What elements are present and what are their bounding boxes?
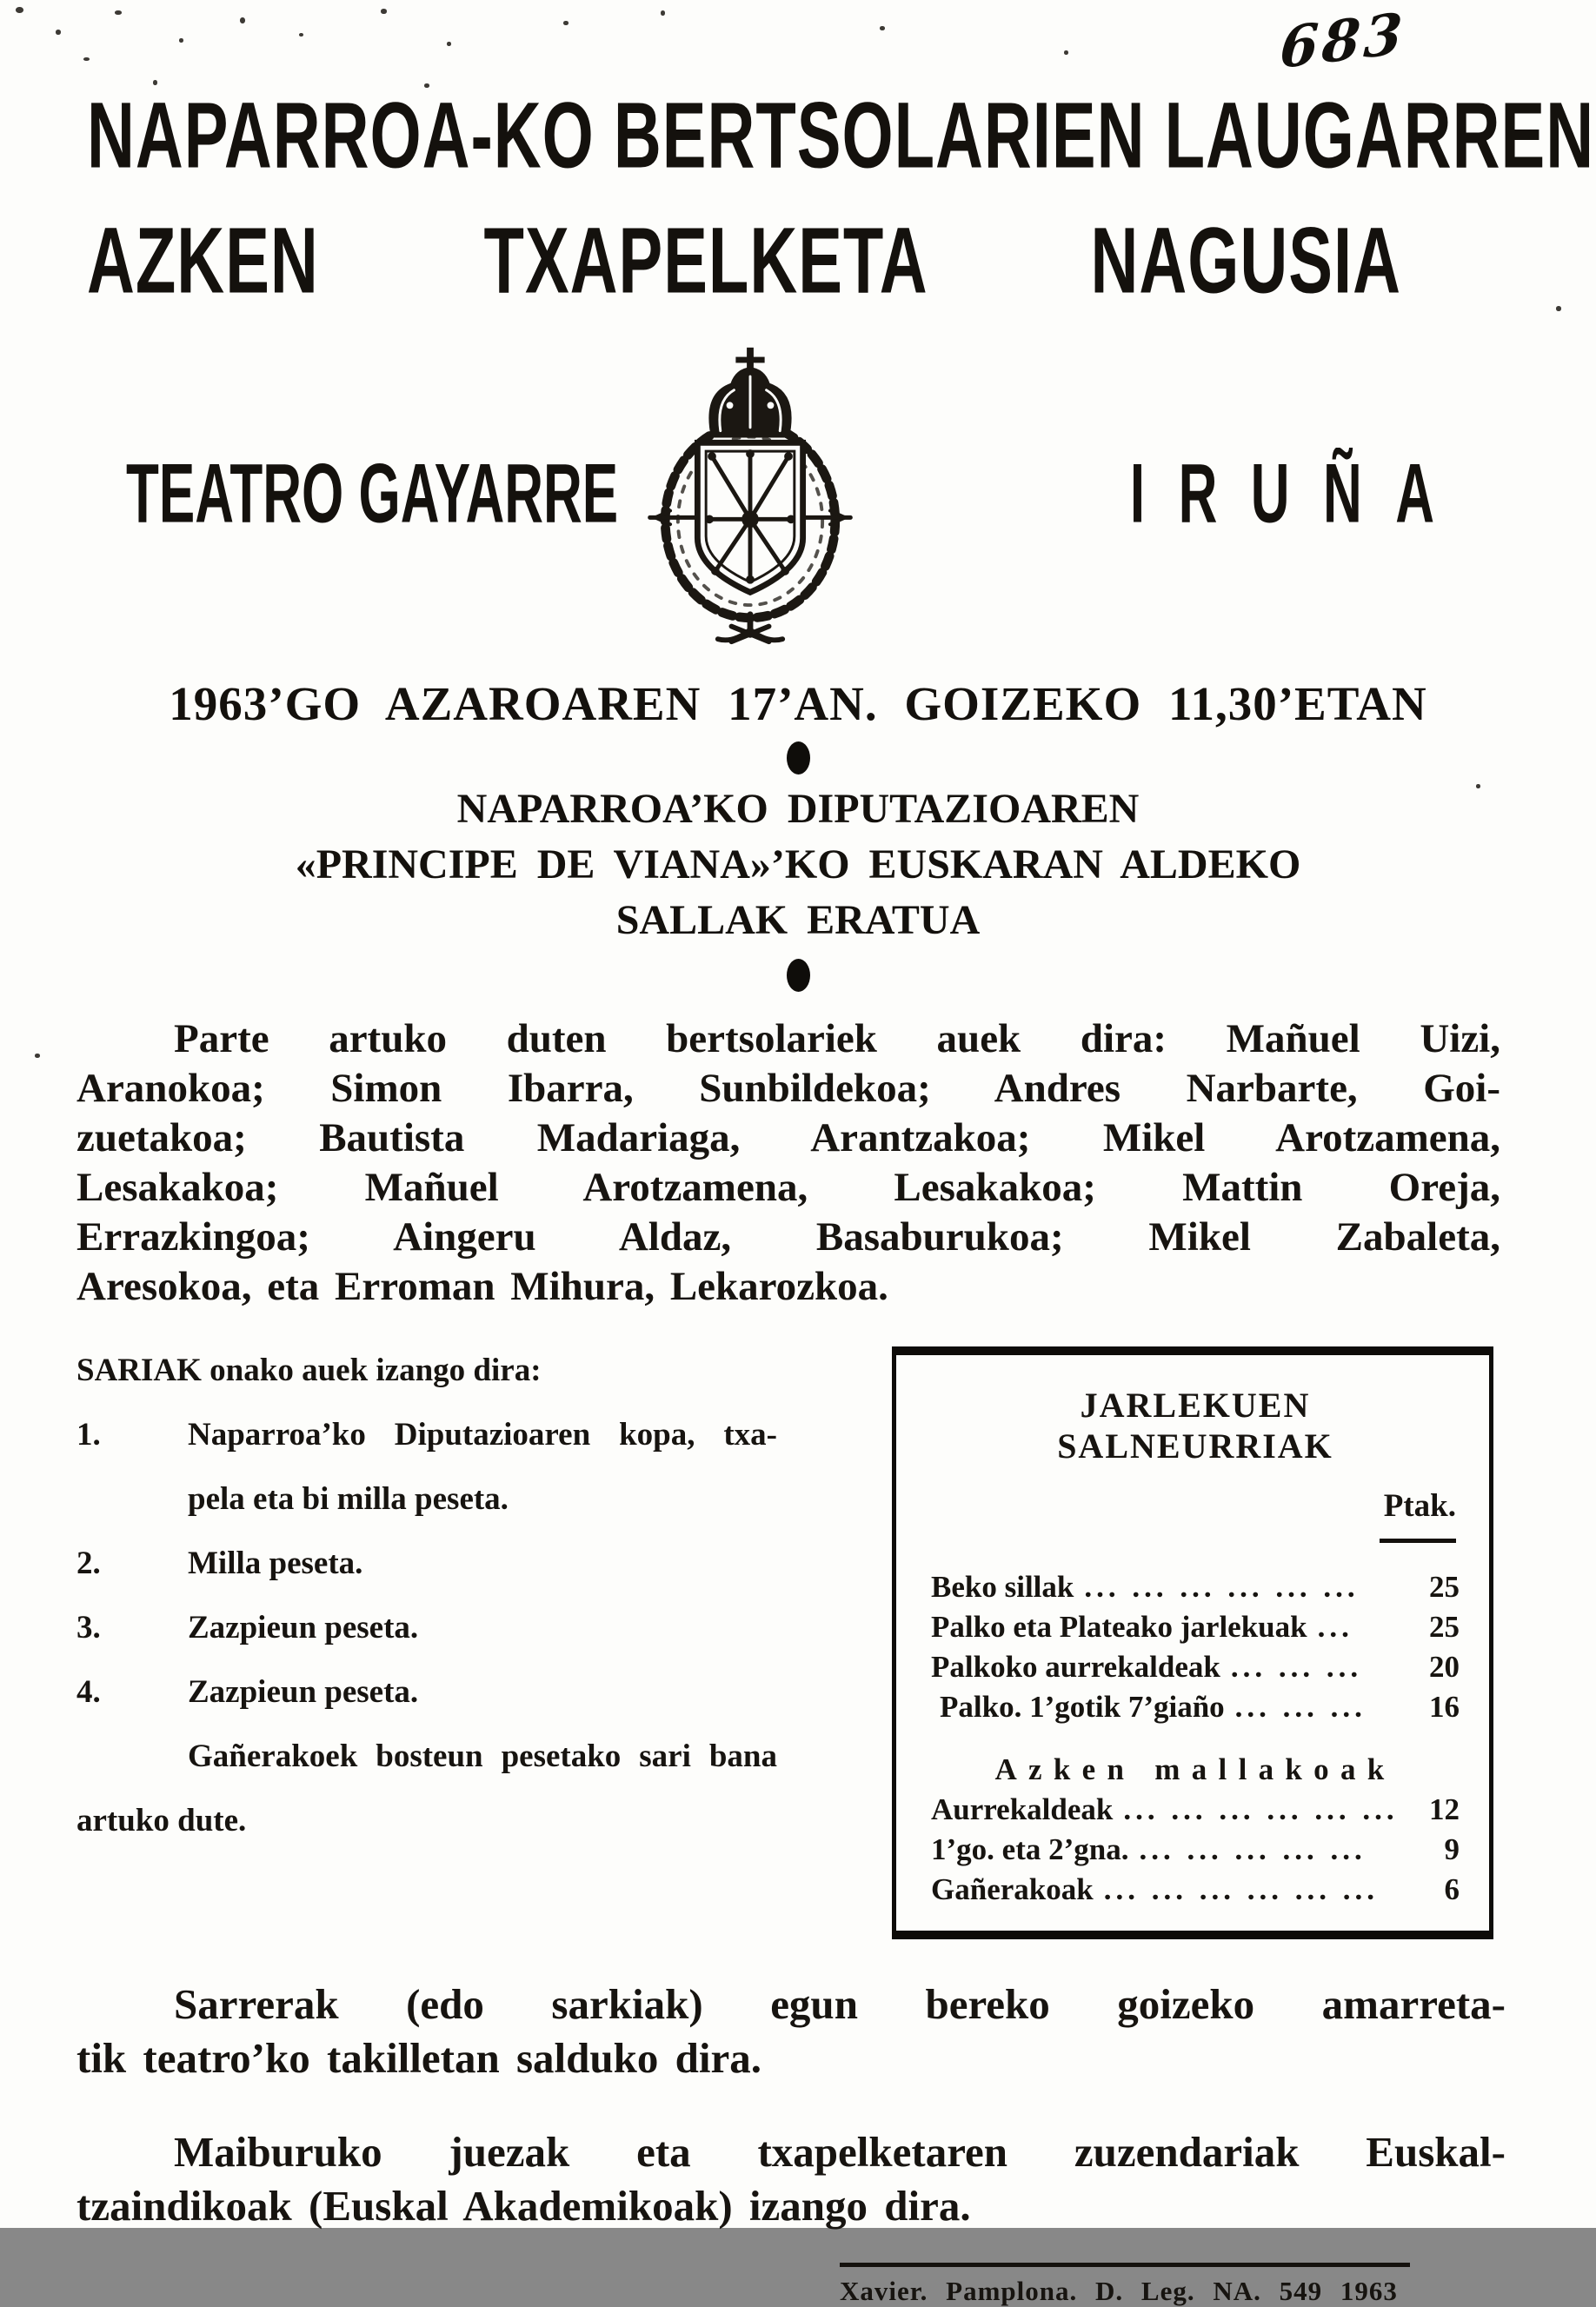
price-row [931, 1647, 1460, 1687]
organizer-line: NAPARROA’KO DIPUTAZIOAREN [456, 786, 1140, 832]
participants-line: Parte artuko duten bertsolariek auek dira: Mañuel Uizi, [174, 1016, 1500, 1061]
price-row-label: Palko eta Plateako jarlekuak [931, 1610, 1307, 1644]
price-row [931, 1790, 1460, 1830]
ink-speck [56, 30, 61, 35]
currency-header-rule [1380, 1539, 1456, 1543]
price-row [931, 1567, 1460, 1607]
ink-speck [447, 42, 451, 46]
price-row-dots: ... ... ... [1234, 1690, 1367, 1724]
price-row-dots: ... ... ... [1230, 1650, 1363, 1684]
participants-line: zuetakoa; Bautista Madariaga, Arantzakoa; Mikel Arotzamena, [76, 1115, 1500, 1160]
handwritten-page-number: 683 [1278, 0, 1408, 83]
imprint-footer [840, 2263, 1410, 2307]
prize-text-line: Milla peseta. [188, 1546, 363, 1581]
ink-speck [299, 33, 303, 37]
participants-line: Errazkingoa; Aingeru Aldaz, Basaburukoa; Mikel Zabaleta, [76, 1214, 1500, 1260]
prize-number: 3. [76, 1610, 101, 1645]
prize-item [76, 1609, 777, 1647]
title-line-1: NAPARROA-KO BERTSOLARIEN LAUGARREN [87, 83, 1595, 189]
price-table-rows-2 [931, 1790, 1460, 1910]
closing-line: Maiburuko juezak eta txapelketaren zuzendariak Euskal- [174, 2128, 1506, 2176]
participants-paragraph [76, 1014, 1500, 1312]
separator-bullet-icon [787, 959, 810, 992]
price-table-title: JARLEKUEN SALNEURRIAK [1057, 1386, 1333, 1466]
prize-text-line: pela eta bi milla peseta. [188, 1481, 509, 1517]
price-row-value: 20 [1429, 1650, 1460, 1684]
venue-row [126, 341, 1468, 647]
price-row-value: 12 [1429, 1792, 1460, 1826]
prize-text-line: Naparroa’ko Diputazioaren kopa, txa- [188, 1417, 777, 1453]
price-row-dots: ... ... ... ... ... ... [1103, 1872, 1379, 1906]
ink-speck [1064, 50, 1068, 55]
price-row-value: 25 [1429, 1570, 1460, 1604]
price-row-value: 25 [1429, 1610, 1460, 1644]
event-datetime: 1963’GO AZAROAREN 17’AN. GOIZEKO 11,30’ETAN [169, 677, 1427, 730]
prize-number: 1. [76, 1417, 101, 1453]
price-table-subheader: Azken mallakoak [994, 1752, 1396, 1786]
ink-speck [240, 17, 245, 23]
prize-item [76, 1416, 777, 1519]
prizes-note-line: Gañerakoek bosteun pesetako sari bana [188, 1739, 777, 1774]
ink-speck [563, 21, 569, 25]
venue-city-name: IRUÑA [1129, 447, 1468, 541]
prize-text-line: Zazpieun peseta. [188, 1674, 419, 1710]
ink-speck [661, 10, 665, 16]
ink-speck [381, 9, 387, 14]
price-row-dots: ... ... ... ... ... ... [1084, 1570, 1360, 1604]
price-row-label: Palko. 1’gotik 7’giaño [940, 1690, 1225, 1724]
price-row [931, 1830, 1460, 1870]
separator-bullet-icon [787, 741, 810, 775]
navarre-coat-of-arms-icon [648, 341, 853, 647]
price-row-label: 1’go. eta 2’gna. [931, 1832, 1129, 1866]
prizes-note-line: artuko dute. [76, 1803, 247, 1838]
ink-speck [1476, 784, 1480, 788]
prize-text-line: Zazpieun peseta. [188, 1610, 419, 1645]
price-row-label: Gañerakoak [931, 1872, 1094, 1906]
participants-line: Lesakakoa; Mañuel Arotzamena, Lesakakoa; Mattin Oreja, [76, 1165, 1500, 1210]
price-row [931, 1607, 1460, 1647]
price-row-label: Beko sillak [931, 1570, 1074, 1604]
prize-number: 4. [76, 1674, 101, 1710]
closing-paragraph-1 [76, 1978, 1506, 2085]
price-row-label: Aurrekaldeak [931, 1792, 1114, 1826]
price-row-dots: ... ... ... ... ... ... [1123, 1792, 1399, 1826]
venue-theater-name: TEATRO GAYARRE [126, 447, 619, 541]
price-table-rows [931, 1567, 1460, 1727]
ink-speck [115, 10, 122, 15]
closing-paragraph-2 [76, 2125, 1506, 2233]
closing-line: Sarrerak (edo sarkiak) egun bereko goizeko amarreta- [174, 1980, 1506, 2028]
ink-speck [179, 38, 183, 43]
organizer-block [0, 781, 1596, 948]
prize-number: 2. [76, 1546, 101, 1581]
ink-speck [1556, 306, 1561, 311]
price-row-label: Palkoko aurrekaldeak [931, 1650, 1220, 1684]
imprint-text: Xavier. Pamplona. D. Leg. NA. 549 1963 [840, 2276, 1398, 2306]
price-row-dots: ... ... ... ... ... [1139, 1832, 1367, 1866]
prizes-section [76, 1346, 777, 1939]
price-table [892, 1346, 1493, 1939]
prize-item [76, 1673, 777, 1712]
closing-line: tik teatro’ko takilletan salduko dira. [76, 2034, 762, 2082]
organizer-line: SALLAK ERATUA [615, 897, 981, 943]
closing-paragraphs [76, 1978, 1506, 2233]
prize-item [76, 1545, 777, 1583]
title-line-2: AZKEN TXAPELKETA NAGUSIA [87, 209, 1401, 314]
organizer-line: «PRINCIPE DE VIANA»’KO EUSKARAN ALDEKO [295, 841, 1301, 888]
ink-speck [16, 7, 23, 13]
prizes-header: SARIAK onako auek izango dira: [76, 1353, 542, 1388]
ink-speck [35, 1054, 40, 1058]
price-row-value: 6 [1444, 1872, 1460, 1906]
participants-line: Aresokoa, eta Erroman Mihura, Lekarozkoa. [76, 1264, 888, 1309]
ink-speck [83, 57, 90, 61]
price-table-currency-header: Ptak. [1383, 1488, 1456, 1524]
price-row-value: 16 [1429, 1690, 1460, 1724]
price-row [931, 1870, 1460, 1910]
price-row-dots: ... [1317, 1610, 1353, 1644]
price-row-value: 9 [1444, 1832, 1460, 1866]
closing-line: tzaindikoak (Euskal Akademikoak) izango dira. [76, 2182, 971, 2230]
participants-line: Aranokoa; Simon Ibarra, Sunbildekoa; Andres Narbarte, Goi- [76, 1066, 1500, 1111]
price-row [931, 1687, 1460, 1727]
ink-speck [880, 26, 885, 30]
middle-columns [76, 1346, 1493, 1939]
